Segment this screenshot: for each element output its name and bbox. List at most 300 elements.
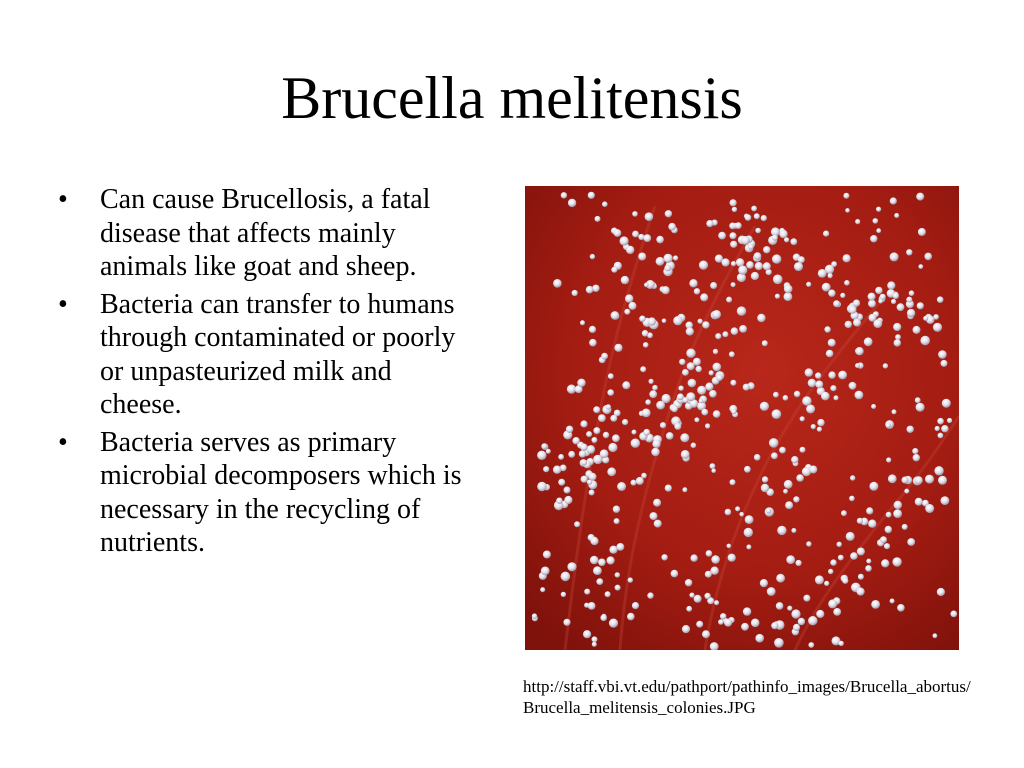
colony-dot <box>697 386 706 395</box>
colony-dot <box>682 625 690 633</box>
colony-dot <box>937 588 945 596</box>
colony-dot <box>715 333 721 339</box>
colony-dot <box>651 448 659 456</box>
colony-dot <box>942 399 951 408</box>
colony-dot <box>855 219 860 224</box>
colony-dot <box>888 474 897 483</box>
colony-dot <box>609 546 617 554</box>
colony-dot <box>762 340 768 346</box>
colony-dot <box>805 368 813 376</box>
bullet-list <box>58 183 478 564</box>
colony-dot <box>850 552 858 560</box>
colony-dot <box>683 397 689 403</box>
colony-dot <box>588 192 595 199</box>
colony-dot <box>907 309 915 317</box>
colony-dot <box>904 489 909 494</box>
colony-dot <box>817 419 824 426</box>
colony-dot <box>694 417 699 422</box>
colony-dot <box>629 302 637 310</box>
colony-dot <box>884 543 890 549</box>
colony-dot <box>786 555 795 564</box>
colony-dot <box>934 466 943 475</box>
colony-dot <box>668 223 676 231</box>
colony-dot <box>689 279 697 287</box>
colony-dot <box>751 206 757 212</box>
colony-dot <box>540 587 545 592</box>
colony-dot <box>787 606 792 611</box>
colony-dot <box>598 414 606 422</box>
colony-dot <box>902 477 909 484</box>
colony-dot <box>754 252 762 260</box>
colony-dot <box>866 507 873 514</box>
colony-dot <box>880 536 887 543</box>
colony-dot <box>772 409 782 419</box>
colony-dot <box>690 554 697 561</box>
colony-dot <box>755 228 761 234</box>
colony-dot <box>886 512 892 518</box>
colony-dot <box>603 432 609 438</box>
bacteria-colonies-image <box>525 186 959 650</box>
colony-dot <box>876 228 881 233</box>
colony-dot <box>913 454 920 461</box>
colony-dot <box>709 390 717 398</box>
colony-dot <box>731 409 736 414</box>
colony-dot <box>933 633 938 638</box>
colony-dot <box>564 496 572 504</box>
colony-dot <box>600 449 609 458</box>
colony-dot <box>823 231 829 237</box>
colony-dot <box>858 574 864 580</box>
colony-dot <box>816 610 824 618</box>
colony-dot <box>700 293 708 301</box>
colony-dot <box>611 267 617 273</box>
colony-dot <box>868 300 876 308</box>
colony-dot <box>933 323 942 332</box>
colony-dot <box>711 468 716 473</box>
colony-dot <box>755 262 763 270</box>
colony-dot <box>556 498 562 504</box>
colony-dot <box>712 310 721 319</box>
colony-dot <box>664 254 673 263</box>
colony-dot <box>845 208 850 213</box>
colony-dot <box>730 232 737 239</box>
colony-dot <box>583 630 591 638</box>
colony-dot <box>601 353 608 360</box>
colony-dot <box>796 474 804 482</box>
colony-dot <box>739 512 744 517</box>
colony-dot <box>648 317 656 325</box>
colony-dot <box>798 618 805 625</box>
colony-dot <box>918 264 923 269</box>
colony-dot <box>941 425 948 432</box>
colony-dot <box>558 454 564 460</box>
colony-dot <box>746 261 754 269</box>
colony-dot <box>590 556 599 565</box>
colony-dot <box>622 419 628 425</box>
colony-dot <box>769 438 779 448</box>
colony-dot <box>577 379 585 387</box>
colony-dot <box>941 360 948 367</box>
colony-dot <box>621 276 629 284</box>
colony-dot <box>730 479 736 485</box>
colony-dot <box>760 402 769 411</box>
colony-dot <box>886 423 891 428</box>
colony-dot <box>737 306 746 315</box>
colony-dot <box>917 302 924 309</box>
colony-dot <box>773 275 783 285</box>
colony-dot <box>806 541 811 546</box>
colony-dot <box>720 613 726 619</box>
colony-dot <box>593 427 600 434</box>
colony-dot <box>702 321 709 328</box>
colony-dot <box>726 297 732 303</box>
colony-dot <box>777 526 786 535</box>
colony-dot <box>779 230 787 238</box>
colony-dot <box>828 273 833 278</box>
colony-dot <box>748 244 754 250</box>
bullet-item <box>58 426 478 560</box>
colony-dot <box>871 600 880 609</box>
colony-dot <box>935 426 940 431</box>
colony-dot <box>608 373 614 379</box>
colony-dot <box>590 537 598 545</box>
colony-dot <box>608 443 617 452</box>
colony-dot <box>735 222 742 229</box>
colony-dot <box>828 569 833 574</box>
colony-dot <box>731 327 739 335</box>
colony-dot <box>589 490 595 496</box>
colony-dot <box>881 559 889 567</box>
colony-dot <box>784 292 793 301</box>
colony-dot <box>718 619 724 625</box>
colony-dot <box>553 466 561 474</box>
colony-dot <box>802 396 811 405</box>
colony-dot <box>894 501 902 509</box>
colony-dot <box>580 444 587 451</box>
colony-dot <box>839 641 844 646</box>
colony-dot <box>849 496 855 502</box>
colony-dot <box>664 265 671 272</box>
colony-dot <box>710 567 718 575</box>
colony-dot <box>682 369 689 376</box>
colony-dot <box>754 213 760 219</box>
colony-dot <box>589 326 596 333</box>
colony-dot <box>776 602 784 610</box>
colony-dot <box>909 290 915 296</box>
colony-dot <box>589 339 597 347</box>
colony-dot <box>849 382 857 390</box>
colony-dot <box>679 359 685 365</box>
colony-dot <box>713 410 721 418</box>
colony-dot <box>714 600 719 605</box>
colony-dot <box>892 557 901 566</box>
colony-dot <box>784 480 793 489</box>
bullet-icon: • <box>58 426 68 458</box>
colony-dot <box>826 350 834 358</box>
colony-dot <box>650 512 658 520</box>
colony-dot <box>894 213 899 218</box>
colony-dot <box>632 231 639 238</box>
colony-dot <box>878 299 883 304</box>
colony-dot <box>694 595 702 603</box>
colony-dot <box>741 236 750 245</box>
colony-dot <box>838 555 844 561</box>
colony-dot <box>685 579 692 586</box>
colony-dot <box>722 331 728 337</box>
colony-dot <box>702 630 710 638</box>
colony-dot <box>920 336 930 346</box>
colony-dot <box>642 330 649 337</box>
colony-dot <box>622 381 630 389</box>
colony-dot <box>853 300 860 307</box>
colony-dot <box>698 319 703 324</box>
colony-dot <box>876 207 881 212</box>
colony-dot <box>772 235 778 241</box>
colony-dot <box>728 554 736 562</box>
colony-dot <box>893 293 899 299</box>
colony-dot <box>572 437 579 444</box>
colony-dot <box>628 577 633 582</box>
colony-dot <box>724 619 732 627</box>
colony-dot <box>868 520 876 528</box>
colony-dot <box>890 599 895 604</box>
colony-dot <box>746 545 751 550</box>
colony-dot <box>588 602 596 610</box>
colony-dot <box>666 432 674 440</box>
colony-dot <box>691 443 697 449</box>
colony-dot <box>718 232 726 240</box>
colony-dot <box>855 363 860 368</box>
colony-dot <box>843 254 851 262</box>
colony-dot <box>572 290 578 296</box>
colony-dot <box>617 482 626 491</box>
colony-dot <box>643 429 650 436</box>
colony-dot <box>828 371 835 378</box>
colony-dot <box>689 593 694 598</box>
colony-dot <box>632 602 639 609</box>
colony-dot <box>806 405 815 414</box>
colony-dot <box>902 524 908 530</box>
colony-dot <box>617 543 625 551</box>
colony-dot <box>612 434 620 442</box>
colony-dot <box>643 342 649 348</box>
colony-dot <box>652 440 660 448</box>
colony-dot <box>654 520 662 528</box>
colony-dot <box>924 253 932 261</box>
colony-dot <box>938 433 944 439</box>
colony-dot <box>757 314 765 322</box>
colony-dot <box>761 484 769 492</box>
colony-dot <box>793 496 799 502</box>
colony-dot <box>607 556 615 564</box>
colony-dot <box>779 447 786 454</box>
colony-dot <box>598 559 606 567</box>
colony-dot <box>790 238 797 245</box>
colony-dot <box>776 574 785 583</box>
colony-dot <box>868 293 876 301</box>
colony-dot <box>674 423 681 430</box>
colony-dot <box>808 379 816 387</box>
image-source-caption: http://staff.vbi.vt.edu/pathport/pathinfo_images/Brucella_abortus/Brucella_melitensis_colonies.JPG <box>523 677 971 717</box>
colony-dot <box>938 350 947 359</box>
colony-dot <box>817 427 822 432</box>
colony-dot <box>950 611 957 618</box>
colony-dot <box>643 234 651 242</box>
colony-dot <box>615 585 621 591</box>
colony-dot <box>595 216 601 222</box>
colony-dot <box>763 246 770 253</box>
colony-dot <box>593 566 602 575</box>
colony-dot <box>754 454 761 461</box>
colony-dot <box>589 473 597 481</box>
colony-dot <box>866 559 871 564</box>
colony-dot <box>632 211 638 217</box>
colony-dot <box>744 466 751 473</box>
colony-dot <box>803 595 810 602</box>
colony-dot <box>705 423 710 428</box>
colony-dot <box>567 562 576 571</box>
colony-dot <box>729 351 735 357</box>
colony-dot <box>546 449 551 454</box>
slide-title: Brucella melitensis <box>281 65 743 131</box>
colony-dot <box>772 254 781 263</box>
colony-dot <box>800 416 805 421</box>
colony-dot <box>830 559 836 565</box>
colony-dot <box>937 418 944 425</box>
colony-dot <box>870 235 877 242</box>
colony-dot <box>913 326 921 334</box>
colony-dot <box>662 319 667 324</box>
colony-dot <box>642 409 651 418</box>
colony-dot <box>645 212 654 221</box>
colony-dot <box>916 193 924 201</box>
colony-dot <box>938 476 947 485</box>
colony-photo-illustration <box>525 186 959 650</box>
colony-dot <box>838 371 847 380</box>
colony-dot <box>710 282 717 289</box>
colony-dot <box>891 299 896 304</box>
colony-dot <box>843 193 849 199</box>
colony-dot <box>890 252 899 261</box>
colony-dot <box>821 392 830 401</box>
colony-dot <box>584 589 590 595</box>
colony-dot <box>831 261 837 267</box>
colony-dot <box>761 215 767 221</box>
colony-dot <box>809 466 817 474</box>
colony-dot <box>677 393 684 400</box>
colony-dot <box>558 479 565 486</box>
colony-dot <box>897 303 905 311</box>
colony-dot <box>625 294 633 302</box>
colony-dot <box>644 283 649 288</box>
colony-dot <box>906 249 912 255</box>
colony-dot <box>638 253 646 261</box>
colony-dot <box>541 443 547 449</box>
colony-dot <box>894 339 901 346</box>
colony-dot <box>688 379 697 388</box>
colony-dot <box>791 456 798 463</box>
colony-dot <box>673 316 682 325</box>
bullet-icon: • <box>58 184 68 215</box>
colony-dot <box>537 482 547 492</box>
colony-dot <box>592 285 599 292</box>
colony-dot <box>796 560 802 566</box>
colony-dot <box>615 572 620 577</box>
colony-dot <box>590 254 595 259</box>
colony-dot <box>607 467 616 476</box>
colony-dot <box>701 409 708 416</box>
colony-dot <box>652 385 658 391</box>
colony-dot <box>785 501 793 509</box>
colony-dot <box>822 283 831 292</box>
colony-dot <box>716 374 723 381</box>
colony-dot <box>923 316 928 321</box>
colony-dot <box>893 509 902 518</box>
colony-dot <box>731 282 736 287</box>
colony-dot <box>686 349 695 358</box>
bullet-icon: • <box>58 288 68 320</box>
colony-dot <box>736 258 744 266</box>
colony-dot <box>815 381 823 389</box>
colony-dot <box>871 404 876 409</box>
colony-dot <box>767 587 776 596</box>
colony-dot <box>671 406 678 413</box>
colony-dot <box>586 431 592 437</box>
colony-dot <box>553 279 562 288</box>
colony-dot <box>773 392 779 398</box>
colony-dot <box>579 450 586 457</box>
colony-dot <box>563 619 570 626</box>
colony-dot <box>600 615 607 622</box>
colony-dot <box>532 613 537 618</box>
colony-dot <box>857 548 865 556</box>
colony-dot <box>631 480 637 486</box>
colony-dot <box>794 391 800 397</box>
colony-dot <box>614 344 622 352</box>
colony-dot <box>743 607 751 615</box>
colony-dot <box>647 592 653 598</box>
colony-dot <box>602 201 608 207</box>
colony-dot <box>681 450 690 459</box>
bullet-item <box>58 288 478 422</box>
colony-dot <box>626 246 634 254</box>
bullet-text: Can cause Brucellosis, a fatal disease that affects mainly animals like goat and sheep. <box>100 184 431 282</box>
colony-dot <box>833 300 840 307</box>
colony-dot <box>673 255 678 260</box>
colony-dot <box>656 236 664 244</box>
colony-dot <box>587 445 596 454</box>
colony-dot <box>653 499 661 507</box>
bullet-text: Bacteria serves as primary microbial decomposers which is necessary in the recycling of nutrients. <box>100 426 462 558</box>
colony-dot <box>732 207 737 212</box>
colony-dot <box>735 506 740 511</box>
colony-dot <box>834 395 839 400</box>
colony-dot <box>730 380 736 386</box>
colony-dot <box>892 409 897 414</box>
colony-dot <box>614 518 620 524</box>
colony-dot <box>686 327 694 335</box>
colony-dot <box>636 477 644 485</box>
colony-dot <box>567 385 576 394</box>
colony-dot <box>662 394 671 403</box>
colony-dot <box>739 325 747 333</box>
colony-dot <box>596 578 603 585</box>
colony-dot <box>620 236 629 245</box>
colony-dot <box>624 309 630 315</box>
colony-dot <box>869 314 877 322</box>
colony-dot <box>775 294 780 299</box>
bullet-text: Bacteria can transfer to humans through contaminated or poorly or unpasteurized milk and cheese. <box>100 288 456 420</box>
